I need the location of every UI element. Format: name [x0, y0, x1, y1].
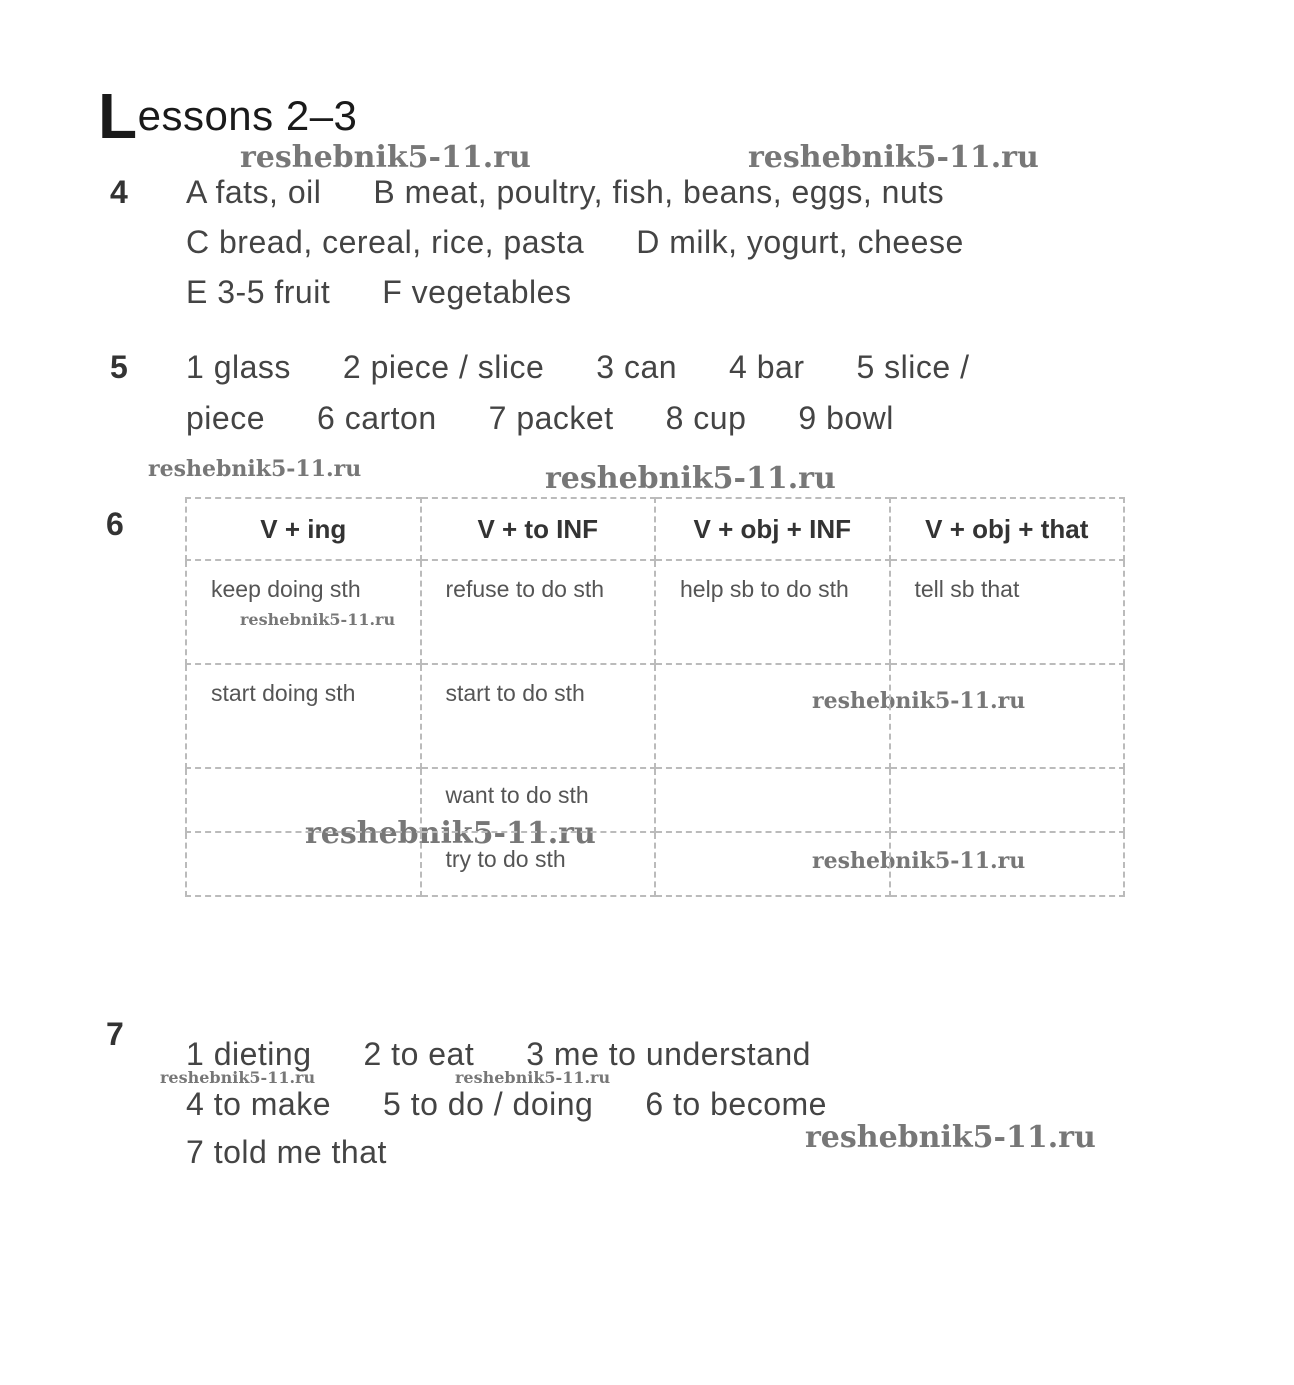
exercise-4-line — [186, 224, 1016, 261]
answer-item: 8 cup — [665, 400, 747, 436]
answer-item: 7 packet — [488, 400, 614, 436]
table-cell: want to do sth — [421, 768, 656, 832]
exercise-5-number: 5 — [110, 349, 128, 385]
table-row — [186, 560, 1124, 664]
exercise-7-line — [186, 1036, 863, 1073]
exercise-7-line — [186, 1134, 439, 1171]
answer-item: 2 piece / slice — [342, 349, 545, 385]
watermark: reshebnik5-11.ru — [812, 848, 1026, 874]
table-cell: refuse to do sth — [421, 560, 656, 664]
watermark: reshebnik5-11.ru — [305, 816, 596, 851]
table-cell — [186, 832, 421, 896]
table-cell — [655, 768, 890, 832]
answer-item: B meat, poultry, fish, beans, eggs, nuts — [373, 174, 945, 210]
watermark: reshebnik5-11.ru — [812, 688, 1026, 714]
exercise-4-number: 4 — [110, 174, 128, 210]
answer-item: 9 bowl — [798, 400, 894, 436]
table-header: V + ing — [186, 498, 421, 560]
table-header-row — [186, 498, 1124, 560]
page-title — [98, 80, 358, 152]
answer-item: 6 to become — [645, 1086, 827, 1122]
answer-item: 4 bar — [729, 349, 805, 385]
table-cell: help sb to do sth — [655, 560, 890, 664]
watermark: reshebnik5-11.ru — [748, 140, 1039, 175]
table-row — [186, 832, 1124, 896]
answer-item: 3 can — [596, 349, 678, 385]
answer-item: piece — [186, 400, 265, 436]
table-header: V + to INF — [421, 498, 656, 560]
table-row — [186, 768, 1124, 832]
watermark: reshebnik5-11.ru — [545, 461, 836, 496]
table-row — [186, 664, 1124, 768]
answer-item: 5 to do / doing — [383, 1086, 594, 1122]
answer-item: C bread, cereal, rice, pasta — [186, 224, 585, 260]
table-cell: start to do sth — [421, 664, 656, 768]
exercise-5-line — [186, 349, 1021, 386]
answer-item: 3 me to understand — [526, 1036, 811, 1072]
exercise-7-number: 7 — [106, 1016, 124, 1052]
answer-item: A fats, oil — [186, 174, 322, 210]
title-rest: essons 2–3 — [137, 92, 358, 139]
table-cell — [655, 832, 890, 896]
answer-item: D milk, yogurt, cheese — [636, 224, 964, 260]
table-cell: start doing sth — [186, 664, 421, 768]
table-cell: tell sb that — [890, 560, 1125, 664]
table-cell — [890, 768, 1125, 832]
exercise-7-line — [186, 1086, 879, 1123]
watermark: reshebnik5-11.ru — [240, 140, 531, 175]
table-header: V + obj + INF — [655, 498, 890, 560]
answer-item: E 3-5 fruit — [186, 274, 331, 310]
watermark: reshebnik5-11.ru — [148, 456, 362, 482]
exercise-6-number: 6 — [106, 506, 124, 542]
watermark: reshebnik5-11.ru — [160, 1068, 316, 1087]
answer-item: 7 told me that — [186, 1134, 387, 1170]
watermark: reshebnik5-11.ru — [240, 610, 396, 629]
watermark: reshebnik5-11.ru — [455, 1068, 611, 1087]
table-cell — [890, 664, 1125, 768]
table-cell — [186, 768, 421, 832]
table-cell: keep doing sth — [186, 560, 421, 664]
answer-item: 4 to make — [186, 1086, 332, 1122]
answer-item: 1 dieting — [186, 1036, 312, 1072]
exercise-4-line — [186, 174, 996, 211]
answer-item: 5 slice / — [856, 349, 970, 385]
answer-item: 2 to eat — [363, 1036, 475, 1072]
answer-item: 1 glass — [186, 349, 291, 385]
table-cell — [655, 664, 890, 768]
exercise-4-line — [186, 274, 623, 311]
verb-pattern-table — [185, 497, 1125, 897]
exercise-5-line — [186, 400, 946, 437]
title-initial: L — [98, 80, 138, 152]
watermark: reshebnik5-11.ru — [805, 1120, 1096, 1155]
table-header: V + obj + that — [890, 498, 1125, 560]
table-cell — [890, 832, 1125, 896]
answer-item: F vegetables — [382, 274, 572, 310]
answer-item: 6 carton — [317, 400, 437, 436]
table-cell: try to do sth — [421, 832, 656, 896]
